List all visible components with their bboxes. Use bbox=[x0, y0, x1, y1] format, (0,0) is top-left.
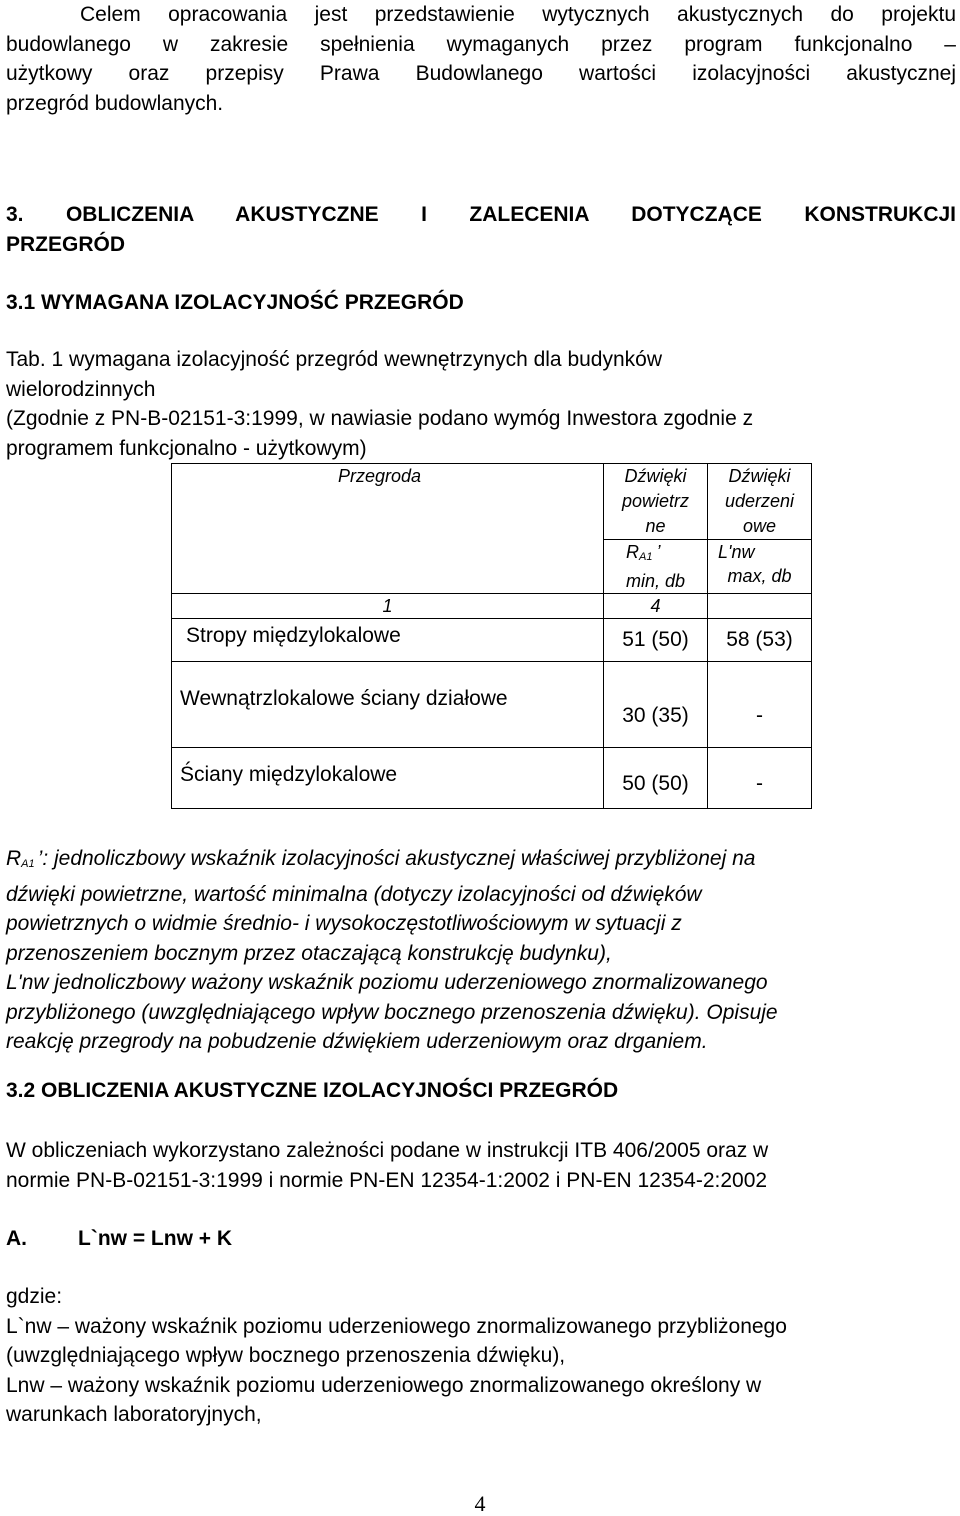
header-impact-line: Dźwięki bbox=[728, 466, 791, 486]
section-3-heading-line: 3. OBLICZENIA AKUSTYCZNE I ZALECENIA DOTYCZĄCE KONSTRUKCJI bbox=[6, 203, 956, 226]
header-airborne-line: Dźwięki bbox=[624, 466, 687, 486]
notes-line: dźwięki powietrzne, wartość minimalna (dotyczy izolacyjności od dźwięków bbox=[6, 882, 702, 906]
row-ra1-value: 30 (35) bbox=[604, 662, 708, 748]
table-caption-line: (Zgodnie z PN-B-02151-3:1999, w nawiasie podano wymóg Inwestora zgodnie z bbox=[6, 407, 754, 430]
formula-expression: L`nw = Lnw + K bbox=[78, 1227, 233, 1250]
numbering-cell: 1 bbox=[172, 594, 604, 619]
definitions-line: L`nw – ważony wskaźnik poziomu uderzeniowego znormalizowanego przybliżonego bbox=[6, 1314, 787, 1338]
notes-line: przybliżonego (uwzględniającego wpływ bocznego przenoszenia dźwięku). Opisuje bbox=[6, 1000, 778, 1024]
header-airborne bbox=[604, 464, 708, 540]
definitions-paragraph bbox=[6, 1282, 956, 1430]
notes-ra1-mark: ’ bbox=[37, 847, 43, 870]
table-numbering-row bbox=[172, 594, 812, 619]
section-3-2-heading: 3.2 OBLICZENIA AKUSTYCZNE IZOLACYJNOŚCI PRZEGRÓD bbox=[6, 1079, 619, 1102]
section-3-2-line: W obliczeniach wykorzystano zależności podane w instrukcji ITB 406/2005 oraz w bbox=[6, 1139, 769, 1162]
header-partition-label: Przegroda bbox=[337, 466, 422, 486]
section-3-1-heading: 3.1 WYMAGANA IZOLACYJNOŚĆ PRZEGRÓD bbox=[6, 291, 464, 314]
notes-line: powietrznych o widmie średnio- i wysokoczęstotliwościowym w sytuacji z bbox=[6, 912, 682, 935]
notes-line: przenoszeniem bocznym przez otaczającą konstrukcję budynku), bbox=[6, 941, 612, 965]
row-label: Wewnątrzlokalowe ściany działowe bbox=[172, 662, 604, 748]
header-impact-line: owe bbox=[742, 516, 777, 536]
intro-paragraph bbox=[6, 0, 956, 118]
unit-airborne-line: min, db bbox=[625, 571, 686, 591]
header-impact bbox=[708, 464, 812, 540]
table-caption bbox=[6, 345, 956, 463]
definitions-label: gdzie: bbox=[6, 1285, 63, 1308]
unit-impact-line: max, db bbox=[727, 566, 792, 586]
numbering-cell bbox=[708, 594, 812, 619]
definitions-line: warunkach laboratoryjnych, bbox=[6, 1403, 262, 1426]
row-ra1-value: 50 (50) bbox=[604, 748, 708, 809]
unit-airborne-mark: ’ bbox=[656, 542, 661, 562]
definitions-line: Lnw – ważony wskaźnik poziomu uderzeniowego znormalizowanego określony w bbox=[6, 1373, 762, 1397]
header-impact-line: uderzeni bbox=[724, 491, 795, 511]
table-row bbox=[172, 748, 812, 809]
numbering-cell: 4 bbox=[604, 594, 708, 619]
formula-a bbox=[6, 1224, 232, 1254]
unit-airborne-subscript: A1 bbox=[639, 551, 653, 563]
unit-airborne-letter: R bbox=[626, 542, 639, 562]
unit-impact-line: L'nw bbox=[718, 542, 755, 562]
notes-line: L'nw jednoliczbowy ważony wskaźnik poziomu uderzeniowego znormalizowanego bbox=[6, 971, 768, 994]
row-label: Stropy międzylokalowe bbox=[172, 619, 604, 662]
section-3-heading-line: PRZEGRÓD bbox=[6, 232, 126, 256]
notes-ra1-subscript: A1 bbox=[21, 858, 35, 870]
intro-line: Celem opracowania jest przedstawienie wytycznych akustycznych do projektu bbox=[80, 3, 956, 26]
notes-ra1-letter: R bbox=[6, 847, 22, 870]
intro-line: użytkowy oraz przepisy Prawa Budowlanego wartości izolacyjności akustycznej bbox=[6, 62, 956, 85]
table-caption-line: programem funkcjonalno - użytkowym) bbox=[6, 436, 367, 460]
table-row bbox=[172, 662, 812, 748]
notes-line: reakcję przegrody na pobudzenie dźwiękiem uderzeniowym oraz drganiem. bbox=[6, 1030, 708, 1053]
notes-line bbox=[6, 844, 956, 880]
section-3-2-line: normie PN-B-02151-3:1999 i normie PN-EN 12354-1:2002 i PN-EN 12354-2:2002 bbox=[6, 1168, 768, 1192]
row-label: Ściany międzylokalowe bbox=[172, 748, 604, 809]
formula-letter: A. bbox=[6, 1227, 27, 1250]
header-airborne-line: ne bbox=[645, 516, 666, 536]
header-airborne-line: powietrz bbox=[621, 491, 690, 511]
table-caption-line: Tab. 1 wymagana izolacyjność przegród wewnętrzynych dla budynków bbox=[6, 348, 663, 371]
notes-text: : jednoliczbowy wskaźnik izolacyjności akustycznej właściwej przybliżonej na bbox=[42, 847, 756, 870]
unit-impact bbox=[708, 540, 812, 594]
intro-line: budowlanego w zakresie spełnienia wymaganych przez program funkcjonalno – bbox=[6, 32, 956, 56]
notes-paragraph bbox=[6, 844, 956, 1057]
header-partition bbox=[172, 464, 604, 594]
section-3-2-paragraph bbox=[6, 1136, 956, 1195]
section-3-heading bbox=[6, 200, 956, 259]
definitions-line: (uwzględniającego wpływ bocznego przenoszenia dźwięku), bbox=[6, 1344, 566, 1367]
table-caption-line: wielorodzinnych bbox=[6, 377, 156, 401]
row-lnw-value: - bbox=[708, 748, 812, 809]
unit-airborne-symbol bbox=[604, 540, 707, 569]
table-header-row bbox=[172, 464, 812, 540]
row-lnw-value: 58 (53) bbox=[708, 619, 812, 662]
row-lnw-value: - bbox=[708, 662, 812, 748]
page-number: 4 bbox=[474, 1491, 486, 1516]
requirements-table bbox=[171, 463, 812, 809]
unit-airborne bbox=[604, 540, 708, 594]
table-row bbox=[172, 619, 812, 662]
row-ra1-value: 51 (50) bbox=[604, 619, 708, 662]
intro-line: przegród budowlanych. bbox=[6, 91, 224, 115]
